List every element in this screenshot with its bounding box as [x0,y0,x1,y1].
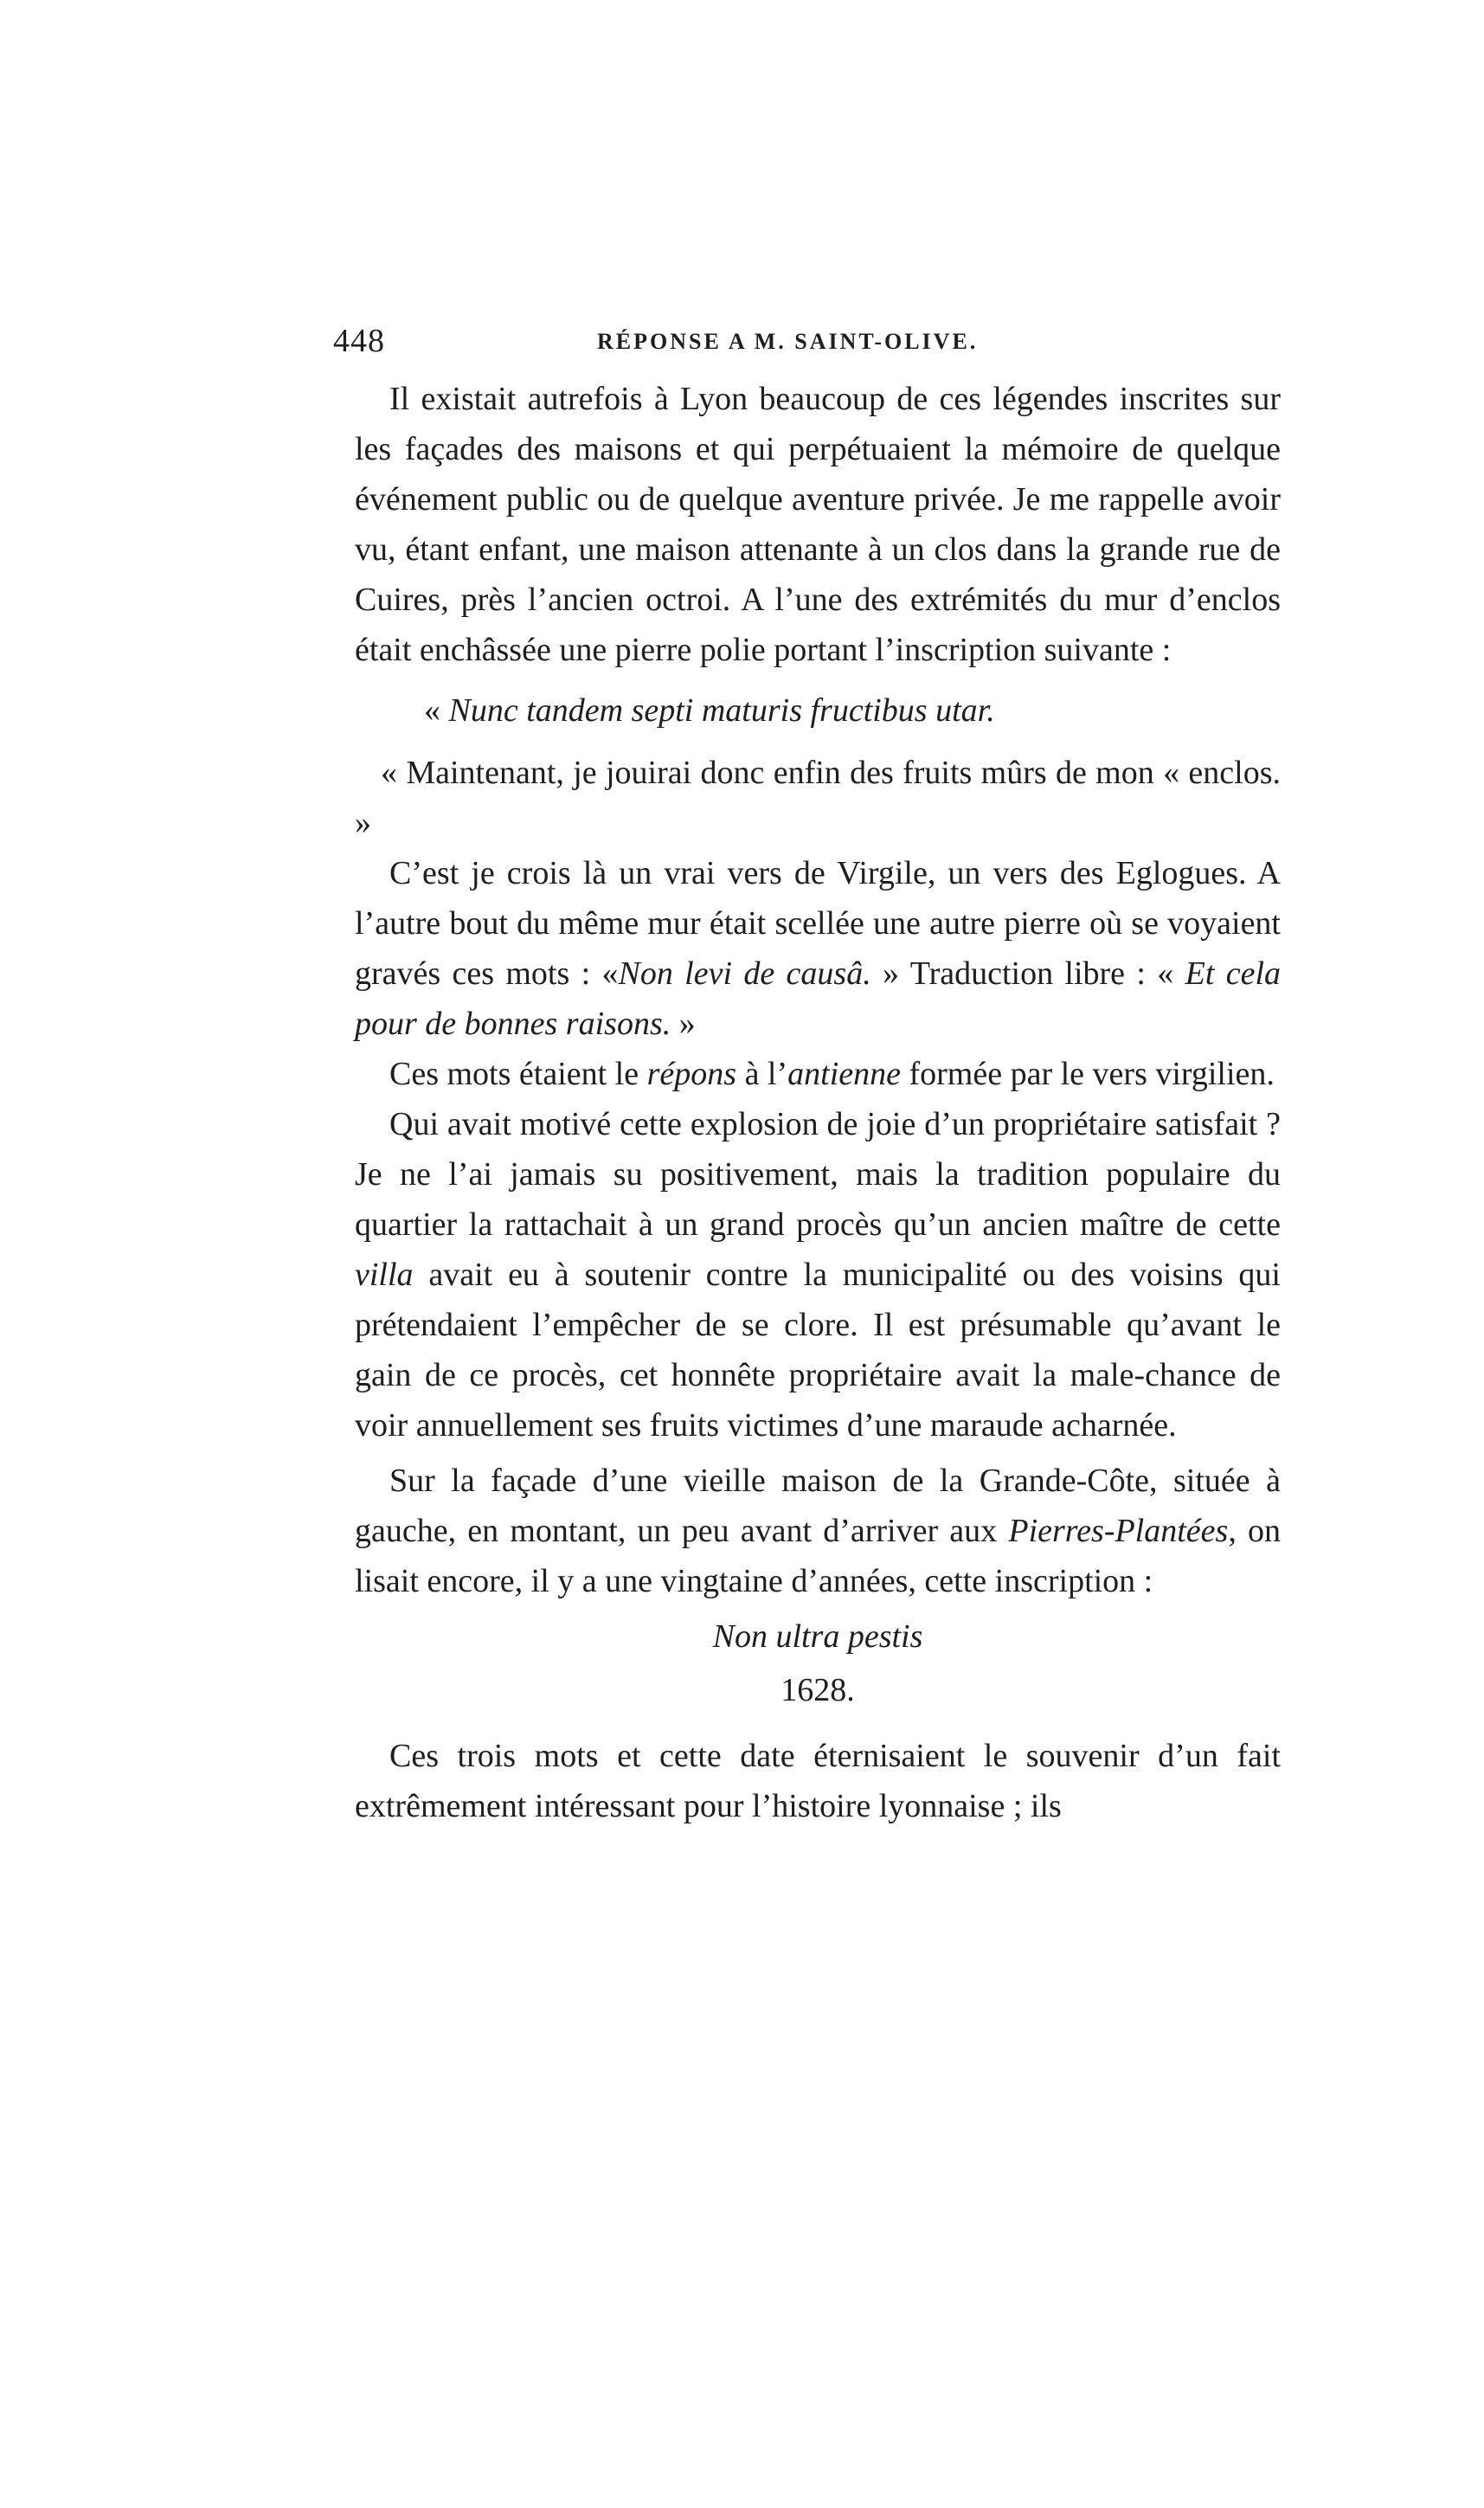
paragraph-trois-mots: Ces trois mots et cette date éternisaient le souvenir d’un fait extrêmement intéressant pour l’histoire lyonnaise ; ils [355,1738,1281,1824]
p4-text-a: Qui avait motivé cette explosion de joie d’un propriétaire satisfait ? Je ne l’ai jamais su positivement, mais la tradition populaire du quartier la rattachait à un grand procès qu’un ancien maître de cette [355,1106,1281,1243]
running-title: RÉPONSE A M. SAINT-OLIVE. [597,329,979,354]
p5-text-b: , on lisait encore, il y a une vingtaine d’années, cette inscription : [355,1513,1282,1599]
latin-quote [355,685,1281,736]
inscription-text: Non ultra pestis [712,1618,923,1655]
word-antienne: antienne [787,1056,901,1092]
inscription-date: 1628. [781,1672,855,1708]
p5-text-a: Sur la façade d’une vieille maison de la Grande-Côte, située à gauche, en montant, un peu avant d’arriver aux [355,1463,1281,1549]
french-translation: Et cela pour de bonnes raisons. [355,955,1282,1042]
p3-text-c: formée par le vers virgilien. [901,1056,1275,1092]
paragraph-repons [355,1049,1281,1099]
p3-text-b: à l’ [736,1056,788,1092]
word-repons: répons [646,1056,737,1092]
paragraph-legendes: Il existait autrefois à Lyon beaucoup de ces légendes inscrites sur les façades des maisons et qui perpétuaient la mémoire de quelque événement public ou de quelque aventure privée. Je me rappelle avoir vu, étant enfant, une maison attenante à un clos dans la grande rue de Cuires, près l’ancien octroi. A l’une des extrémités du mur d’enclos était enchâssée une pierre polie portant l’inscription suivante : [355,381,1281,668]
paragraph-proprietaire [355,1099,1281,1450]
latin-non-levi: Non levi de causâ. [618,955,871,992]
paragraph-virgile [355,848,1281,1049]
latin-verse: Nunc tandem septi maturis fructibus utar. [448,692,995,729]
page-number: 448 [333,323,385,359]
translation: « Maintenant, je jouirai donc enfin des fruits mûrs de mon « enclos. » [355,755,1281,841]
paragraph-grande-cote [355,1456,1281,1606]
body-text [355,374,1281,1831]
p2-text-c: » [671,1006,696,1042]
place-pierres-plantees: Pierres-Plantées [1008,1513,1229,1549]
page-header [333,322,1302,374]
p3-text-a: Ces mots étaient le [389,1056,647,1092]
p2-text-a: C’est je crois là un vrai vers de Virgile, un vers des Eglogues. A l’autre bout du même mur était scellée une autre pierre où se voyaient gravés ces mots : « [355,855,1281,992]
p2-text-b: » Traduction libre : « [870,955,1174,992]
quote-open-mark: « [424,692,449,729]
word-villa: villa [355,1257,414,1293]
p4-text-b: avait eu à soutenir contre la municipalité ou des voisins qui prétendaient l’empêcher de se clore. Il est présumable qu’avant le gain de ce procès, cet honnête propriétaire avait la male-chance de voir annuellement ses fruits victimes d’une maraude acharnée. [355,1257,1281,1444]
